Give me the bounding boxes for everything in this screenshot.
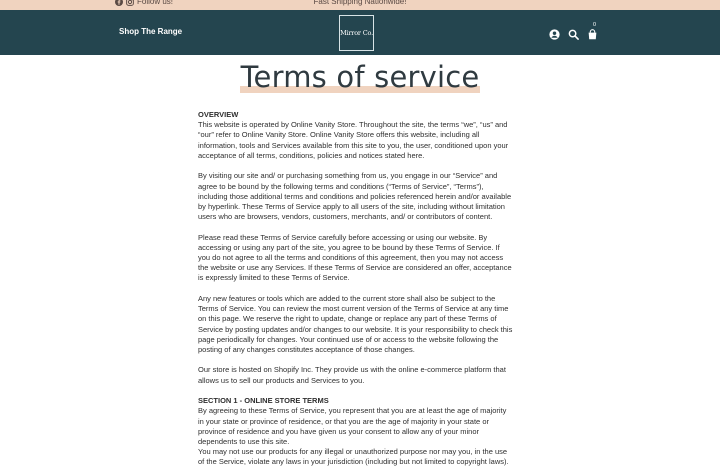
terms-paragraph <box>198 294 513 355</box>
paragraph-text: Our store is hosted on Shopify Inc. They provide us with the online e-commerce platform that allows us to sell our products and Services to you. <box>198 365 506 385</box>
terms-paragraph <box>198 396 513 447</box>
header-icons <box>549 27 598 38</box>
cart-icon[interactable] <box>587 27 598 38</box>
paragraph-text: Any new features or tools which are added to the current store shall also be subject to the Terms of Service. You can review the most current version of the Terms of Service at any time on this page. We reserve the right to update, change or replace any part of these Terms of Service by posting updates and/or changes to our website. It is your responsibility to check this page periodically for changes. Your continued use of or access to the website following the posting of any changes constitutes acceptance of those changes. <box>198 293 513 354</box>
main-header <box>0 10 720 55</box>
terms-paragraph <box>198 365 513 385</box>
account-icon[interactable] <box>549 27 560 38</box>
paragraph-text: By agreeing to these Terms of Service, you represent that you are at least the age of majority in your state or province of residence, or that you are the age of majority in your state or province of residence and you have given us your consent to allow any of your minor dependents to use this site. <box>198 406 507 446</box>
page-title-wrapper <box>0 61 720 93</box>
paragraph-text: This website is operated by Online Vanity Store. Throughout the site, the terms “we”, “us” and “our” refer to Online Vanity Store. Online Vanity Store offers this website, including all information, tools and Services available from this site to you, the user, conditioned upon your acceptance of all terms, conditions, policies and notices stated here. <box>198 120 509 160</box>
paragraph-text: You may not use our products for any illegal or unauthorized purpose nor may you, in the use of the Service, violate any laws in your jurisdiction (including but not limited to copyright laws). <box>198 447 509 467</box>
section-heading: OVERVIEW <box>198 110 239 119</box>
follow-us-label[interactable]: Follow us! <box>137 0 174 6</box>
section-heading: SECTION 1 - ONLINE STORE TERMS <box>198 396 329 406</box>
terms-content <box>198 110 513 476</box>
cart-count-badge: 0 <box>593 22 597 28</box>
announcement-bar <box>0 0 720 10</box>
shipping-banner-text: Fast Shipping Nationwide! <box>313 0 407 6</box>
terms-paragraph <box>198 110 513 161</box>
shop-the-range-link[interactable]: Shop The Range <box>119 27 183 36</box>
paragraph-text: By visiting our site and/ or purchasing something from us, you engage in our “Service” and agree to be bound by the following terms and conditions (“Terms of Service”, “Terms”), including those additional terms and conditions and policies referenced herein and/or available by hyperlink. These Terms of Service apply to all users of the site, including without limitation users who are browsers, vendors, customers, merchants, and/ or contributors of content. <box>198 171 512 222</box>
search-icon[interactable] <box>568 27 579 38</box>
logo-text: Mirror Co. <box>340 29 373 37</box>
store-logo[interactable] <box>339 15 374 51</box>
paragraph-text: Please read these Terms of Service carefully before accessing or using our website. By accessing or using any part of the site, you agree to be bound by these Terms of Service. If you do not agree to all the terms and conditions of this agreement, then you may not access the website or use any Services. If these Terms of Service are considered an offer, acceptance is expressly limited to these Terms of Service. <box>198 232 512 283</box>
terms-paragraph <box>198 233 513 284</box>
page-title: Terms of service <box>240 60 480 94</box>
terms-paragraph <box>198 447 513 467</box>
terms-paragraph <box>198 171 513 222</box>
